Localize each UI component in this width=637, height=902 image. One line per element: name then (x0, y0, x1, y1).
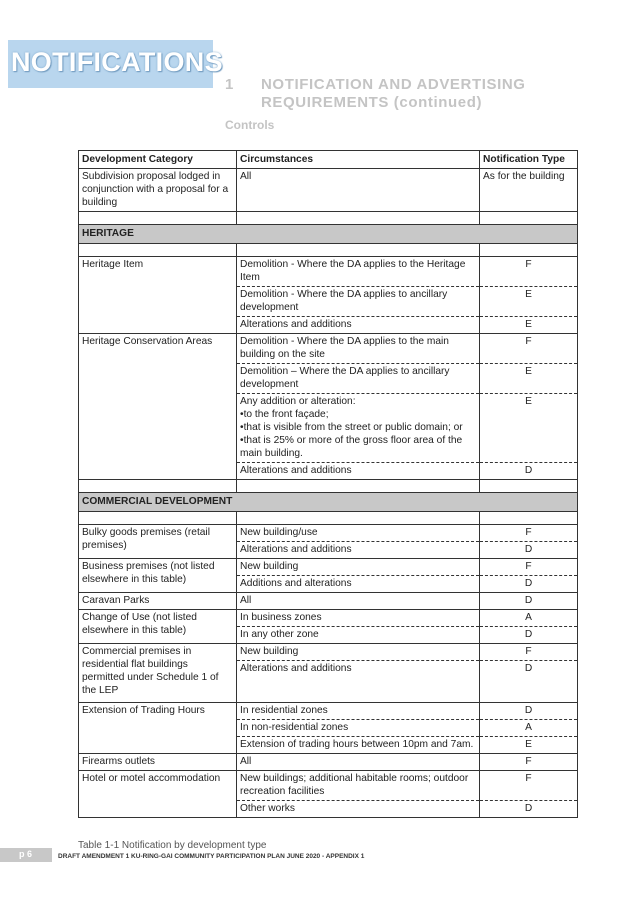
type-cell: F (480, 754, 578, 771)
table-row (79, 610, 578, 627)
type-cell: E (480, 317, 578, 334)
header-category: Development Category (79, 151, 237, 169)
table-caption: Table 1-1 Notification by development type (78, 840, 267, 851)
circumstance-cell: All (237, 593, 480, 610)
circumstance-cell: Other works (237, 801, 480, 818)
table-row (79, 559, 578, 576)
type-cell: A (480, 720, 578, 737)
circumstance-cell: Demolition - Where the DA applies to ancillary development (237, 287, 480, 317)
circumstance-cell: All (237, 169, 480, 212)
header-circumstances: Circumstances (237, 151, 480, 169)
section-title: NOTIFICATION AND ADVERTISING REQUIREMENTS (continued) (261, 76, 526, 111)
type-cell: D (480, 627, 578, 644)
circumstance-cell: Demolition - Where the DA applies to the main building on the site (237, 334, 480, 364)
circumstance-cell: Alterations and additions (237, 463, 480, 480)
circumstance-cell: Demolition – Where the DA applies to ancillary development (237, 364, 480, 394)
type-cell: F (480, 559, 578, 576)
table-row (79, 257, 578, 287)
blank-row (79, 244, 578, 257)
type-cell: D (480, 576, 578, 593)
notifications-banner (8, 40, 223, 88)
circumstance-cell: Alterations and additions (237, 317, 480, 334)
category-cell: Change of Use (not listed elsewhere in this table) (79, 610, 237, 644)
blank-row (79, 512, 578, 525)
type-cell: E (480, 394, 578, 463)
table-row (79, 771, 578, 801)
circumstance-cell: Alterations and additions (237, 542, 480, 559)
category-cell: Commercial premises in residential flat buildings permitted under Schedule 1 of the LEP (79, 644, 237, 703)
type-cell: D (480, 593, 578, 610)
type-cell: D (480, 661, 578, 703)
category-cell: Heritage Conservation Areas (79, 334, 237, 480)
category-cell: Hotel or motel accommodation (79, 771, 237, 818)
circumstance-cell: In business zones (237, 610, 480, 627)
type-cell: E (480, 737, 578, 754)
text-line: •to the front façade; (240, 409, 329, 420)
category-cell: Extension of Trading Hours (79, 703, 237, 754)
circumstance-cell: In residential zones (237, 703, 480, 720)
banner-title: NOTIFICATIONS (11, 47, 223, 77)
circumstance-cell: In any other zone (237, 627, 480, 644)
type-cell: D (480, 703, 578, 720)
circumstance-cell: All (237, 754, 480, 771)
circumstance-cell: New building (237, 559, 480, 576)
category-cell: Caravan Parks (79, 593, 237, 610)
type-cell: E (480, 364, 578, 394)
page-number: p 6 (19, 849, 33, 859)
section-row-heritage (79, 225, 578, 244)
table-row (79, 334, 578, 364)
blank-row (79, 480, 578, 493)
category-cell: Firearms outlets (79, 754, 237, 771)
type-cell: A (480, 610, 578, 627)
type-cell: F (480, 525, 578, 542)
section-heading: COMMERCIAL DEVELOPMENT (79, 493, 578, 512)
circumstance-cell (237, 394, 480, 463)
section-row-commercial (79, 493, 578, 512)
type-cell: D (480, 801, 578, 818)
type-cell: D (480, 463, 578, 480)
circumstance-cell: In non-residential zones (237, 720, 480, 737)
type-cell: F (480, 334, 578, 364)
circumstance-cell: Demolition - Where the DA applies to the Heritage Item (237, 257, 480, 287)
circumstance-cell: New buildings; additional habitable rooms; outdoor recreation facilities (237, 771, 480, 801)
text-line: •that is visible from the street or public domain; or (240, 422, 463, 433)
text-line: •that is 25% or more of the gross floor area of the main building. (240, 435, 463, 459)
page-number-tag (0, 848, 52, 862)
table-row (79, 703, 578, 720)
circumstance-cell: Extension of trading hours between 10pm and 7am. (237, 737, 480, 754)
table-row (79, 754, 578, 771)
type-cell: As for the building (480, 169, 578, 212)
category-cell: Bulky goods premises (retail premises) (79, 525, 237, 559)
footer-text: DRAFT AMENDMENT 1 KU-RING-GAI COMMUNITY PARTICIPATION PLAN JUNE 2020 - APPENDIX 1 (58, 853, 365, 860)
category-cell: Business premises (not listed elsewhere in this table) (79, 559, 237, 593)
section-heading: HERITAGE (79, 225, 578, 244)
circumstance-cell: New building/use (237, 525, 480, 542)
circumstance-cell: Alterations and additions (237, 661, 480, 703)
category-cell: Heritage Item (79, 257, 237, 334)
circumstance-cell: New building (237, 644, 480, 661)
category-cell: Subdivision proposal lodged in conjunction with a proposal for a building (79, 169, 237, 212)
type-cell: F (480, 257, 578, 287)
table-header-row (79, 151, 578, 169)
section-subtitle: Controls (225, 118, 275, 132)
table-row (79, 169, 578, 212)
type-cell: F (480, 644, 578, 661)
type-cell: D (480, 542, 578, 559)
table-row (79, 644, 578, 661)
table-row (79, 593, 578, 610)
header-notification-type: Notification Type (480, 151, 578, 169)
notification-table (78, 150, 578, 818)
type-cell: E (480, 287, 578, 317)
table-row (79, 525, 578, 542)
circumstance-cell: Additions and alterations (237, 576, 480, 593)
text-line: Any addition or alteration: (240, 396, 356, 407)
blank-row (79, 212, 578, 225)
type-cell: F (480, 771, 578, 801)
section-number: 1 (225, 76, 234, 93)
